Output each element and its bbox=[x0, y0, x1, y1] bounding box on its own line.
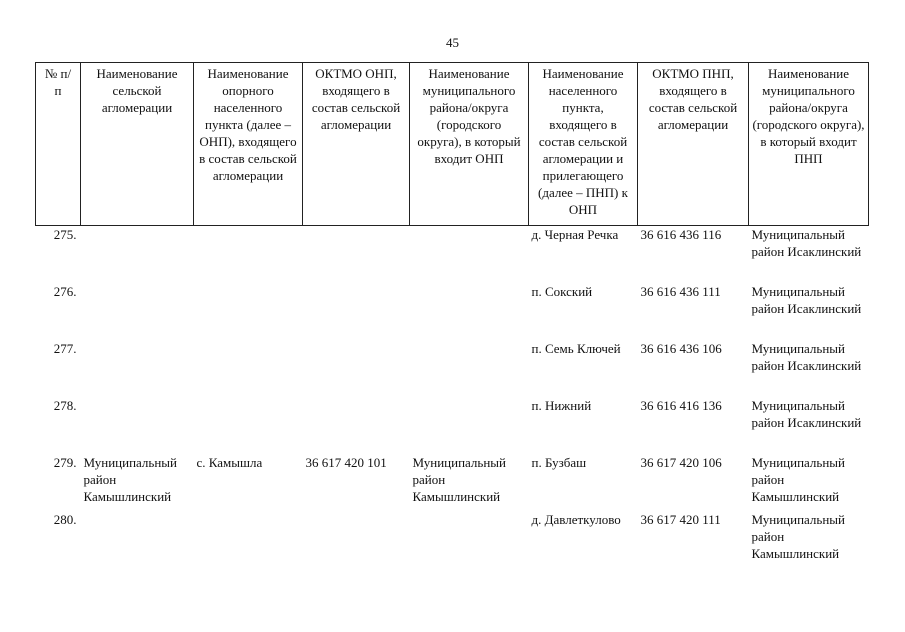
pnp-oktmo-cell: 36 617 420 111 bbox=[640, 511, 721, 527]
table-row bbox=[36, 397, 869, 454]
pnp-district-cell: Муниципальный район Исаклинский bbox=[751, 397, 862, 430]
onp-district-cell bbox=[410, 340, 529, 397]
pnp-oktmo-cell: 36 616 436 111 bbox=[640, 283, 721, 299]
row-number: 275. bbox=[53, 227, 77, 242]
header-pnp-district: Наименование муниципального района/округа (городского округа), в который входит ПНП bbox=[749, 63, 869, 226]
row-number: 278. bbox=[53, 397, 77, 413]
onp-oktmo-cell bbox=[303, 226, 410, 283]
row-number: 277. bbox=[53, 340, 77, 356]
agglomeration-cell bbox=[81, 397, 194, 454]
header-onp-name: Наименование опорного населенного пункта (далее – ОНП), входящего в состав сельской агломерации bbox=[194, 63, 303, 226]
pnp-name-cell: д. Черная Речка bbox=[531, 227, 619, 242]
agglomeration-cell bbox=[81, 340, 194, 397]
header-onp-district: Наименование муниципального района/округа (городского округа), в который входит ОНП bbox=[410, 63, 529, 226]
onp-oktmo-cell: 36 617 420 101 bbox=[305, 454, 387, 470]
agglomeration-cell bbox=[81, 511, 194, 571]
pnp-district-cell: Муниципальный район Исаклинский bbox=[751, 283, 862, 316]
pnp-oktmo-cell: 36 617 420 106 bbox=[640, 454, 722, 470]
onp-name-cell bbox=[194, 283, 303, 340]
pnp-district-cell: Муниципальный район Исаклинский bbox=[751, 227, 862, 259]
header-pnp-name: Наименование населенного пункта, входящего в состав сельской агломерации и прилегающего (далее – ПНП) к ОНП bbox=[529, 63, 638, 226]
onp-district-cell bbox=[410, 397, 529, 454]
onp-name-cell bbox=[194, 340, 303, 397]
row-number: 280. bbox=[53, 511, 77, 527]
pnp-oktmo-cell: 36 616 416 136 bbox=[640, 397, 722, 413]
row-number: 276. bbox=[53, 283, 77, 299]
header-number: № п/п bbox=[36, 63, 81, 226]
onp-district-cell bbox=[410, 511, 529, 571]
pnp-district-cell: Муниципальный район Камышлинский bbox=[751, 454, 845, 504]
pnp-oktmo-cell: 36 616 436 116 bbox=[640, 227, 722, 242]
onp-name-cell bbox=[194, 397, 303, 454]
pnp-oktmo-cell: 36 616 436 106 bbox=[640, 340, 722, 356]
page-number: 45 bbox=[446, 35, 459, 50]
header-onp-oktmo: ОКТМО ОНП, входящего в состав сельской агломерации bbox=[303, 63, 410, 226]
table-row bbox=[36, 340, 869, 397]
pnp-name-cell: п. Бузбаш bbox=[531, 454, 587, 470]
onp-oktmo-cell bbox=[303, 397, 410, 454]
pnp-district-cell: Муниципальный район Камышлинский bbox=[751, 511, 845, 561]
pnp-name-cell: д. Давлеткулово bbox=[531, 511, 621, 527]
agglomeration-cell bbox=[81, 283, 194, 340]
agglomeration-table bbox=[35, 62, 869, 571]
onp-oktmo-cell bbox=[303, 340, 410, 397]
pnp-name-cell: п. Семь Ключей bbox=[531, 340, 621, 356]
table-header-row bbox=[36, 63, 869, 226]
onp-name-cell bbox=[194, 511, 303, 571]
onp-district-cell: Муниципальный район Камышлинский bbox=[412, 454, 506, 504]
onp-oktmo-cell bbox=[303, 283, 410, 340]
header-pnp-oktmo: ОКТМО ПНП, входящего в состав сельской агломерации bbox=[638, 63, 749, 226]
onp-name-cell: с. Камышла bbox=[196, 454, 263, 470]
pnp-name-cell: п. Сокский bbox=[531, 283, 593, 299]
table-row bbox=[36, 226, 869, 283]
onp-district-cell bbox=[410, 283, 529, 340]
pnp-district-cell: Муниципальный район Исаклинский bbox=[751, 340, 862, 373]
agglomeration-cell: Муниципальный район Камышлинский bbox=[83, 454, 177, 504]
table-row bbox=[36, 283, 869, 340]
header-agglomeration: Наименование сельской агломерации bbox=[81, 63, 194, 226]
table-row bbox=[36, 454, 869, 511]
row-number: 279. bbox=[53, 454, 77, 470]
agglomeration-cell bbox=[81, 226, 194, 283]
table-row bbox=[36, 511, 869, 571]
onp-district-cell bbox=[410, 226, 529, 283]
onp-oktmo-cell bbox=[303, 511, 410, 571]
onp-name-cell bbox=[194, 226, 303, 283]
pnp-name-cell: п. Нижний bbox=[531, 397, 592, 413]
